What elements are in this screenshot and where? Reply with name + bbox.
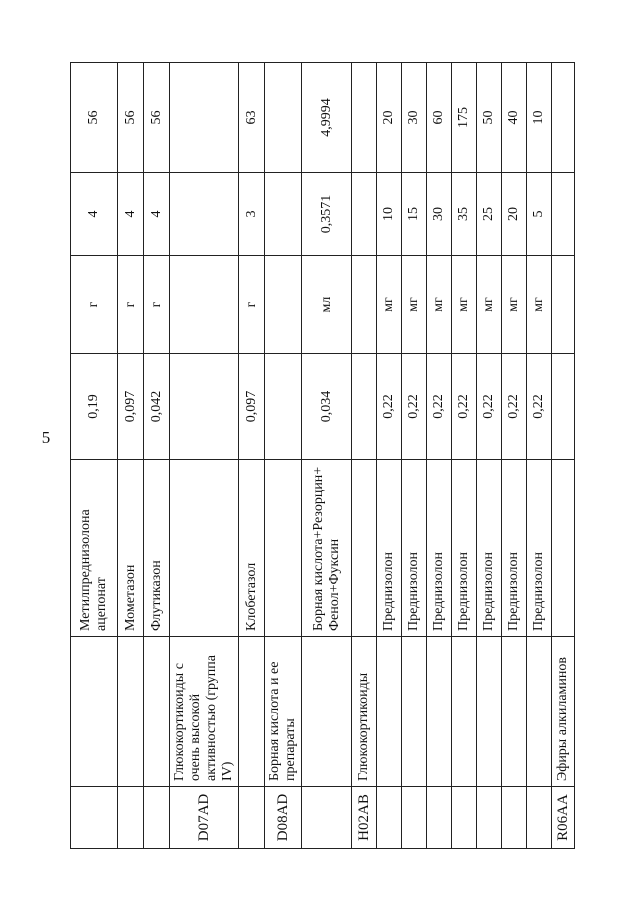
group-name-cell [502,637,527,787]
data-table [70,62,575,849]
quantity-cell: 4 [71,173,118,256]
group-name-cell: Глюкокортикоиды [352,637,377,787]
group-name-cell [144,637,170,787]
quantity-cell: 0,3571 [302,173,352,256]
table-row [527,63,552,849]
atc-code-cell: H02AB [352,787,377,849]
drug-name-cell: Флутиказон [144,460,170,637]
table-row [71,63,118,849]
table-row [352,63,377,849]
group-name-cell [239,637,265,787]
unit-cell [352,256,377,354]
dose-cell: 0,22 [477,354,502,460]
table-body [71,63,575,849]
quantity-cell: 4 [118,173,144,256]
quantity-cell: 35 [452,173,477,256]
total-cell: 56 [144,63,170,173]
table-row [552,63,575,849]
quantity-cell: 5 [527,173,552,256]
total-cell: 56 [118,63,144,173]
atc-code-cell [502,787,527,849]
dose-cell: 0,22 [427,354,452,460]
atc-code-cell: D08AD [265,787,302,849]
total-cell: 175 [452,63,477,173]
drug-name-cell: Метилпреднизолона ацепонат [71,460,118,637]
quantity-cell: 3 [239,173,265,256]
drug-name-cell: Преднизолон [377,460,402,637]
drug-name-cell [552,460,575,637]
unit-cell: г [118,256,144,354]
table-row [402,63,427,849]
drug-name-cell [170,460,239,637]
drug-name-cell: Преднизолон [402,460,427,637]
atc-code-cell: R06AA [552,787,575,849]
total-cell: 56 [71,63,118,173]
total-cell [265,63,302,173]
unit-cell: мг [402,256,427,354]
dose-cell: 0,22 [402,354,427,460]
quantity-cell [170,173,239,256]
drug-name-cell: Преднизолон [502,460,527,637]
drug-name-cell: Борная кислота+Резорцин+ Фенол+Фуксин [302,460,352,637]
atc-code-cell [427,787,452,849]
dose-cell [352,354,377,460]
dose-cell [265,354,302,460]
drug-name-cell [265,460,302,637]
total-cell: 10 [527,63,552,173]
group-name-cell [71,637,118,787]
quantity-cell: 10 [377,173,402,256]
group-name-cell [377,637,402,787]
dose-cell: 0,097 [118,354,144,460]
dose-cell: 0,22 [377,354,402,460]
drug-name-cell: Преднизолон [527,460,552,637]
dose-cell: 0,097 [239,354,265,460]
atc-code-cell [71,787,118,849]
dose-cell: 0,22 [452,354,477,460]
drug-name-cell: Преднизолон [427,460,452,637]
atc-code-cell [144,787,170,849]
unit-cell [265,256,302,354]
drug-name-cell: Преднизолон [477,460,502,637]
table-row [302,63,352,849]
total-cell [552,63,575,173]
group-name-cell [427,637,452,787]
unit-cell: мг [502,256,527,354]
unit-cell: мг [477,256,502,354]
atc-code-cell [402,787,427,849]
total-cell: 63 [239,63,265,173]
unit-cell: мг [527,256,552,354]
atc-code-cell [452,787,477,849]
group-name-cell: Глюкокортикоиды с очень высокой активностью (группа IV) [170,637,239,787]
atc-code-cell [239,787,265,849]
total-cell: 50 [477,63,502,173]
total-cell: 30 [402,63,427,173]
atc-code-cell [118,787,144,849]
group-name-cell [477,637,502,787]
table-row [265,63,302,849]
group-name-cell [452,637,477,787]
drug-name-cell [352,460,377,637]
group-name-cell [402,637,427,787]
quantity-cell: 20 [502,173,527,256]
group-name-cell [118,637,144,787]
unit-cell: мг [427,256,452,354]
dose-cell [170,354,239,460]
table-row [144,63,170,849]
total-cell: 4,9994 [302,63,352,173]
table-row [427,63,452,849]
total-cell: 40 [502,63,527,173]
unit-cell: мг [377,256,402,354]
quantity-cell: 4 [144,173,170,256]
table-row [118,63,144,849]
rotated-table-wrapper [70,63,571,849]
total-cell: 60 [427,63,452,173]
group-name-cell [527,637,552,787]
atc-code-cell: D07AD [170,787,239,849]
atc-code-cell [477,787,502,849]
drug-name-cell: Мометазон [118,460,144,637]
unit-cell: г [144,256,170,354]
quantity-cell: 15 [402,173,427,256]
unit-cell: г [71,256,118,354]
dose-cell: 0,22 [502,354,527,460]
drug-name-cell: Преднизолон [452,460,477,637]
dose-cell: 0,034 [302,354,352,460]
group-name-cell [302,637,352,787]
dose-cell: 0,22 [527,354,552,460]
unit-cell [552,256,575,354]
table-region [70,63,571,849]
unit-cell: мг [452,256,477,354]
unit-cell [170,256,239,354]
quantity-cell [352,173,377,256]
atc-code-cell [377,787,402,849]
quantity-cell: 30 [427,173,452,256]
unit-cell: мл [302,256,352,354]
group-name-cell: Борная кислота и ее препараты [265,637,302,787]
quantity-cell: 25 [477,173,502,256]
dose-cell: 0,042 [144,354,170,460]
atc-code-cell [527,787,552,849]
total-cell: 20 [377,63,402,173]
table-row [502,63,527,849]
table-row [452,63,477,849]
page-number: 5 [41,428,51,447]
unit-cell: г [239,256,265,354]
table-row [239,63,265,849]
drug-name-cell: Клобетазол [239,460,265,637]
table-row [170,63,239,849]
dose-cell [552,354,575,460]
table-row [377,63,402,849]
total-cell [170,63,239,173]
quantity-cell [552,173,575,256]
atc-code-cell [302,787,352,849]
table-row [477,63,502,849]
quantity-cell [265,173,302,256]
total-cell [352,63,377,173]
dose-cell: 0,19 [71,354,118,460]
group-name-cell: Эфиры алкиламинов [552,637,575,787]
